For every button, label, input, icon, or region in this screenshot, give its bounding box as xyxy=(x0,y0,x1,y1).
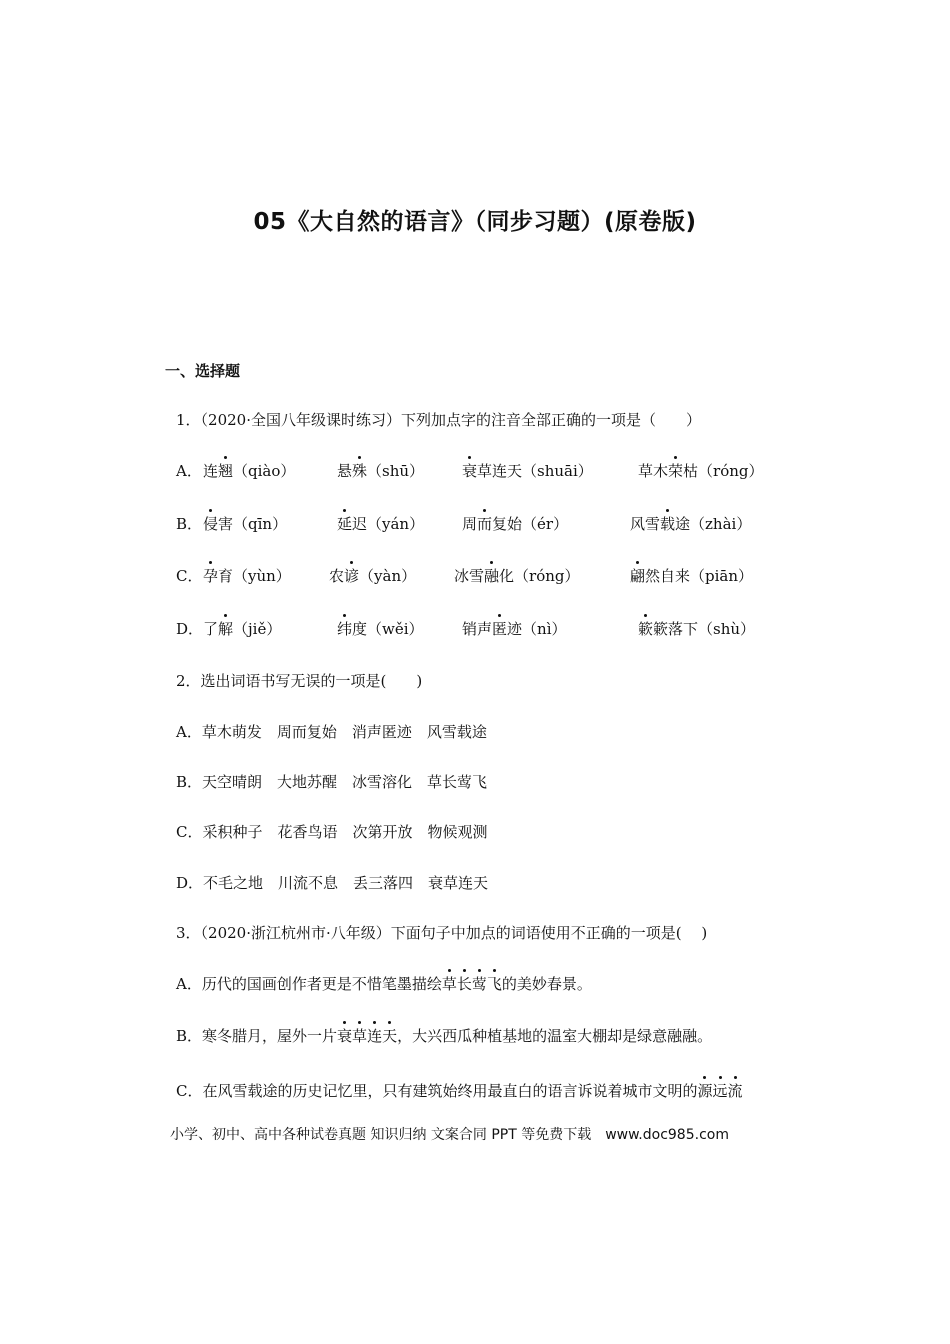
question-3-option-a: A．历代的国画创作者更是不惜笔墨描绘草长莺飞的美妙春景。 xyxy=(176,975,592,993)
dotted-char: 解 xyxy=(218,620,234,638)
question-2-option-c: C．采积种子 花香鸟语 次第开放 物候观测 xyxy=(176,823,488,841)
dotted-char: 翘 xyxy=(218,462,234,480)
dotted-char: 殊 xyxy=(352,462,368,480)
page-title: 05《大自然的语言》（同步习题）(原卷版) xyxy=(253,209,697,235)
question-2-option-b: B．天空晴朗 大地苏醒 冰雪溶化 草长莺飞 xyxy=(176,773,488,791)
dotted-char: 侵 xyxy=(203,515,219,533)
dotted-phrase xyxy=(697,1082,742,1100)
section-heading: 一、选择题 xyxy=(165,362,241,380)
dotted-char: 谚 xyxy=(344,567,360,585)
dotted-char: 莺 xyxy=(471,975,487,993)
option-word: 农谚（yàn） xyxy=(329,567,417,585)
dotted-char: 天 xyxy=(382,1027,398,1045)
dotted-char: 飞 xyxy=(486,975,502,993)
footer-text: 小学、初中、高中各种试卷真题 知识归纳 文案合同 PPT 等免费下载 www.doc985.com xyxy=(170,1127,729,1143)
question-2-option-d: D．不毛之地 川流不息 丢三落四 衰草连天 xyxy=(176,874,489,892)
dotted-char: 载 xyxy=(660,515,676,533)
question-3-stem: 3．（2020·浙江杭州市·八年级）下面句子中加点的词语使用不正确的一项是( ) xyxy=(176,924,708,942)
option-word: 纬度（wěi） xyxy=(337,620,424,638)
dotted-char: 草 xyxy=(352,1027,368,1045)
dotted-char: 孕 xyxy=(203,567,219,585)
dotted-char: 衰 xyxy=(462,462,478,480)
option-word: 翩然自来（piān） xyxy=(630,567,754,585)
dotted-char: 源 xyxy=(697,1082,713,1100)
option-word: 悬殊（shū） xyxy=(337,462,425,480)
dotted-char: 衰 xyxy=(337,1027,353,1045)
question-3-option-b: B．寒冬腊月，屋外一片衰草连天，大兴西瓜种植基地的温室大棚却是绿意融融。 xyxy=(176,1027,713,1045)
question-3-option-c: C．在风雪载途的历史记忆里，只有建筑始终用最直白的语言诉说着城市文明的源远流 xyxy=(176,1082,743,1100)
dotted-char: 延 xyxy=(337,515,353,533)
dotted-char: 荣 xyxy=(668,462,684,480)
option-word: 簌簌落下（shù） xyxy=(638,620,756,638)
dotted-phrase xyxy=(442,975,502,993)
option-word: 销声匿迹（nì） xyxy=(462,620,567,638)
option-word: 连翘（qiào） xyxy=(203,462,296,480)
dotted-char: 簌 xyxy=(638,620,654,638)
question-1-stem: 1．（2020·全国八年级课时练习）下列加点字的注音全部正确的一项是（ ） xyxy=(176,411,701,429)
option-word: 衰草连天（shuāi） xyxy=(462,462,593,480)
option-word: 延迟（yán） xyxy=(337,515,425,533)
option-label: A． xyxy=(176,462,202,480)
dotted-char: 远 xyxy=(712,1082,728,1100)
dotted-char: 流 xyxy=(727,1082,743,1100)
option-word: 侵害（qīn） xyxy=(203,515,288,533)
dotted-char: 匿 xyxy=(492,620,508,638)
option-label: C． xyxy=(176,567,203,585)
question-2-option-a: A．草木萌发 周而复始 消声匿迹 风雪载途 xyxy=(176,723,487,741)
option-word: 孕育（yùn） xyxy=(203,567,291,585)
dotted-char: 草 xyxy=(441,975,457,993)
dotted-char: 连 xyxy=(367,1027,383,1045)
option-label: D． xyxy=(176,620,204,638)
option-label: B． xyxy=(176,515,203,533)
dotted-phrase xyxy=(337,1027,397,1045)
dotted-char: 而 xyxy=(477,515,493,533)
dotted-char: 融 xyxy=(484,567,500,585)
option-word: 冰雪融化（róng） xyxy=(454,567,580,585)
option-word: 风雪载途（zhài） xyxy=(630,515,752,533)
dotted-char: 纬 xyxy=(337,620,353,638)
question-2-stem: 2．选出词语书写无误的一项是( ) xyxy=(176,672,423,690)
option-word: 草木荣枯（róng） xyxy=(638,462,764,480)
option-word: 了解（jiě） xyxy=(203,620,282,638)
option-word: 周而复始（ér） xyxy=(462,515,569,533)
dotted-char: 翩 xyxy=(630,567,646,585)
dotted-char: 长 xyxy=(456,975,472,993)
